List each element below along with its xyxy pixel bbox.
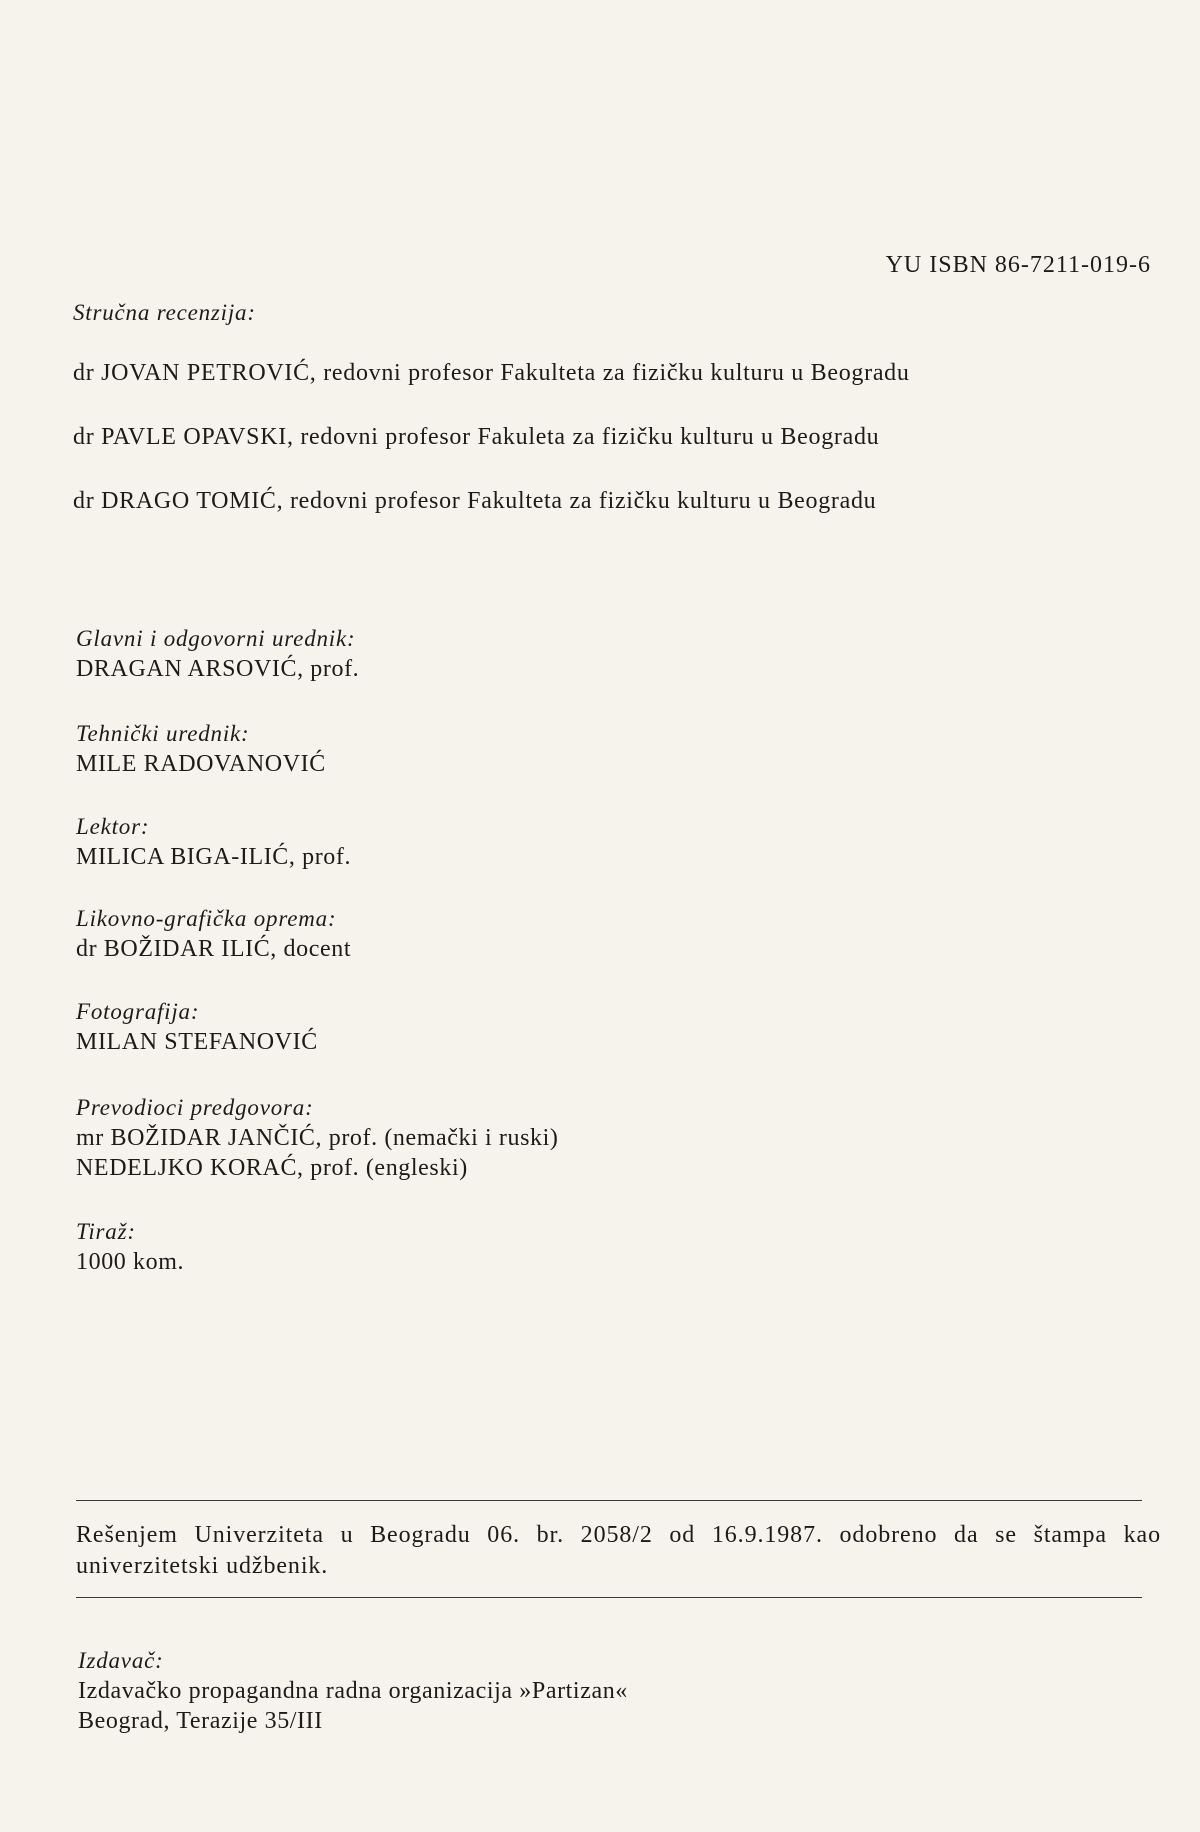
credit-translators bbox=[76, 1093, 558, 1183]
credit-value: MILE RADOVANOVIĆ bbox=[76, 751, 326, 777]
credit-value: dr BOŽIDAR ILIĆ, docent bbox=[76, 936, 352, 962]
credit-value: mr BOŽIDAR JANČIĆ, prof. (nemački i ruski) bbox=[76, 1125, 559, 1151]
credit-value: MILICA BIGA-ILIĆ, prof. bbox=[76, 844, 352, 870]
publisher-address: Beograd, Terazije 35/III bbox=[78, 1708, 323, 1734]
credit-proofreader bbox=[76, 812, 558, 872]
divider-line bbox=[76, 1500, 1142, 1501]
approval-statement: Rešenjem Univerziteta u Beogradu 06. br. 2058/2 od 16.9.1987. odobreno da se štampa kao univerzitetski udžbenik. bbox=[76, 1522, 1161, 1579]
credit-label: Lektor: bbox=[76, 814, 150, 839]
reviewers-list bbox=[73, 358, 910, 550]
publisher-section bbox=[78, 1646, 628, 1736]
publisher-label: Izdavač: bbox=[78, 1648, 164, 1673]
credit-label: Likovno-grafička oprema: bbox=[76, 906, 337, 931]
credit-value: DRAGAN ARSOVIĆ, prof. bbox=[76, 656, 360, 682]
credit-label: Glavni i odgovorni urednik: bbox=[76, 626, 356, 651]
credits-section bbox=[76, 624, 558, 1312]
review-label: Stručna recenzija: bbox=[73, 300, 256, 325]
isbn-number: YU ISBN 86-7211-019-6 bbox=[885, 252, 1151, 278]
reviewer-item: dr DRAGO TOMIĆ, redovni profesor Fakulteta za fizičku kulturu u Beogradu bbox=[73, 488, 877, 514]
credit-label: Fotografija: bbox=[76, 999, 200, 1024]
credit-print-run bbox=[76, 1217, 558, 1277]
credit-editor-in-chief bbox=[76, 624, 558, 684]
credit-label: Tehnički urednik: bbox=[76, 721, 250, 746]
credit-value: MILAN STEFANOVIĆ bbox=[76, 1029, 318, 1055]
reviewer-item: dr PAVLE OPAVSKI, redovni profesor Fakuleta za fizičku kulturu u Beogradu bbox=[73, 424, 880, 450]
credit-label: Tiraž: bbox=[76, 1219, 136, 1244]
credit-label: Prevodioci predgovora: bbox=[76, 1095, 314, 1120]
credit-graphic-design bbox=[76, 904, 558, 964]
publisher-name: Izdavačko propagandna radna organizacija »Partizan« bbox=[78, 1678, 628, 1704]
credit-value: 1000 kom. bbox=[76, 1249, 185, 1275]
credit-technical-editor bbox=[76, 719, 558, 779]
credit-value: NEDELJKO KORAĆ, prof. (engleski) bbox=[76, 1155, 468, 1181]
reviewer-item: dr JOVAN PETROVIĆ, redovni profesor Fakulteta za fizičku kulturu u Beogradu bbox=[73, 360, 910, 386]
divider-line bbox=[76, 1597, 1142, 1598]
credit-photography bbox=[76, 997, 558, 1057]
